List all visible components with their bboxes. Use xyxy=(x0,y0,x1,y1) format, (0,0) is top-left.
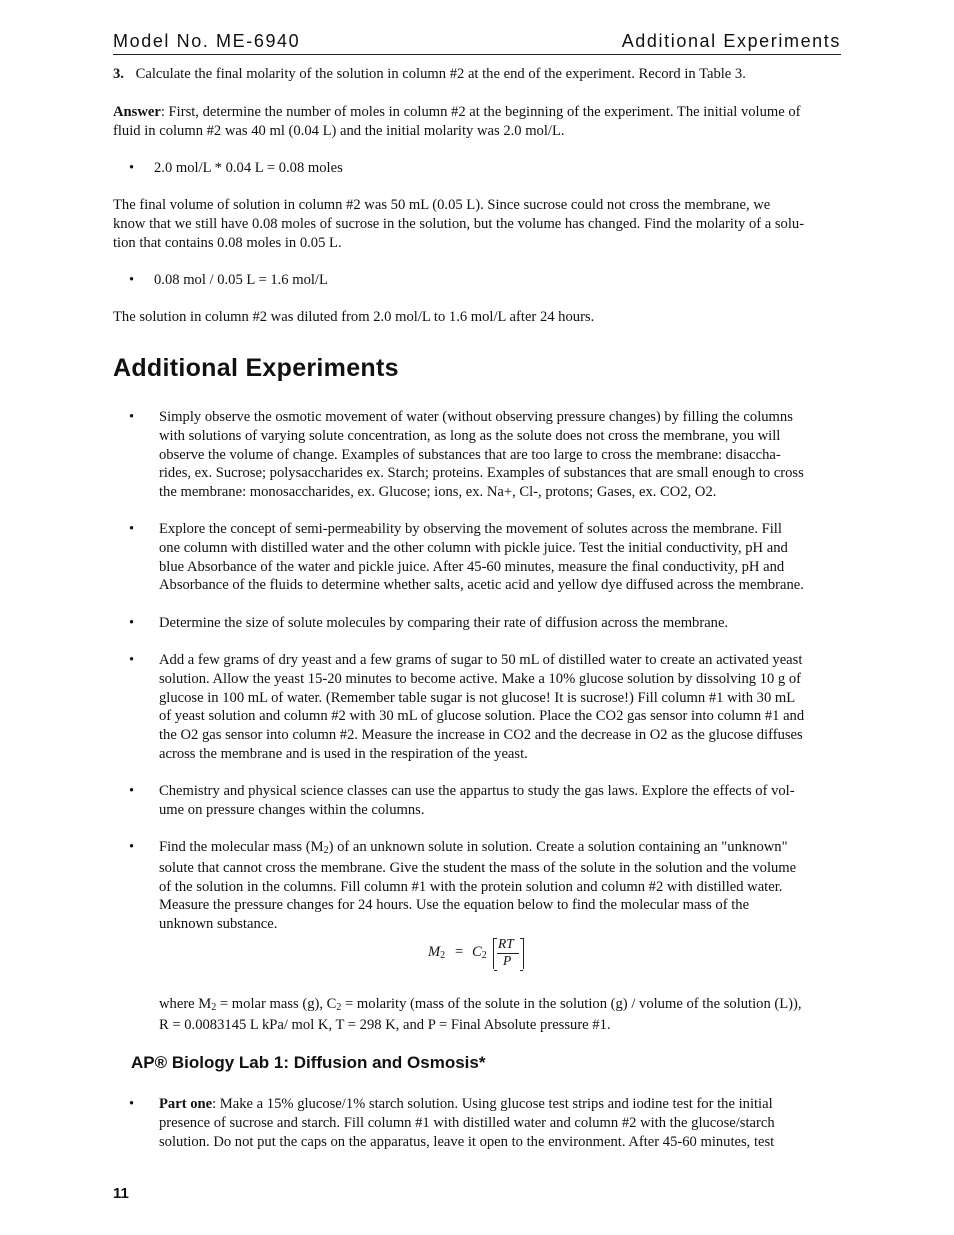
equation-coefficient xyxy=(472,944,487,961)
section-heading: Additional Experiments xyxy=(113,354,399,382)
bullet-dot: • xyxy=(129,521,135,537)
bullet-dot: • xyxy=(129,839,135,855)
answer-line: fluid in column #2 was 40 ml (0.04 L) and the initial molarity was 2.0 mol/L. xyxy=(113,122,565,139)
header-section-title: Additional Experiments xyxy=(621,31,841,51)
paragraph-line: The final volume of solution in column #2 was 50 mL (0.05 L). Since sucrose could not cross the membrane, we xyxy=(113,197,771,213)
item-text: Find the molecular mass (M xyxy=(159,839,324,855)
bullet-dot: • xyxy=(129,652,135,668)
question-number: 3. xyxy=(113,66,124,82)
subscript: 2 xyxy=(481,950,487,961)
question-text: Calculate the final molarity of the solution in column #2 at the end of the experiment. Record in Table 3. xyxy=(135,66,746,82)
definition-text: = molar mass (g), C xyxy=(216,996,337,1012)
bullet-dot: • xyxy=(129,409,135,425)
header-model-number: Model No. ME-6940 xyxy=(113,31,301,51)
bullet-dot: • xyxy=(129,1096,135,1112)
item-line xyxy=(159,1095,843,1114)
item-line: rides, ex. Sucrose; polysaccharides ex. Starch; proteins. Examples of substances that are small enough to cross xyxy=(159,465,804,482)
subscript: 2 xyxy=(336,1002,342,1013)
item-line: of yeast solution and column #2 with 30 mL of glucose solution. Place the CO2 gas sensor into column #1 and xyxy=(159,708,805,725)
item-line: of the solution in the columns. Fill column #1 with the protein solution and column #2 with distilled water. xyxy=(159,878,783,895)
symbol-c: C xyxy=(472,944,482,960)
item-line: glucose in 100 mL of water. (Remember table sugar is not glucose! It is sucrose!) Fill column #1 with 30 mL xyxy=(159,689,796,706)
item-line: with solutions of varying solute concentration, as long as the solute does not cross the membrane, you will xyxy=(159,427,781,444)
page-number: 11 xyxy=(113,1185,129,1202)
item-line: Determine the size of solute molecules by comparing their rate of diffusion across the membrane. xyxy=(159,615,729,631)
symbol-m: M xyxy=(428,944,441,960)
item-text: ) of an unknown solute in solution. Create a solution containing an "unknown" xyxy=(328,839,788,855)
item-line: blue Absorbance of the water and pickle juice. After 45-60 minutes, measure the final conductivity, pH and xyxy=(159,558,785,575)
question-3 xyxy=(113,65,843,84)
item-line: across the membrane and is used in the respiration of the yeast. xyxy=(159,745,528,762)
item-line: solution. Do not put the caps on the apparatus, leave it open to the environment. After 45-60 minutes, test xyxy=(159,1133,775,1150)
bullet-dot: • xyxy=(129,160,135,176)
subscript: 2 xyxy=(323,845,329,856)
fraction-denominator: P xyxy=(503,953,512,968)
definition-text: where M xyxy=(159,996,212,1012)
answer-label: Answer xyxy=(113,104,161,120)
answer-line: : First, determine the number of moles in column #2 at the beginning of the experiment. The initial volume of xyxy=(160,104,801,120)
item-line: the membrane: monosaccharides, ex. Glucose; ions, ex. Na+, Cl-, protons; Gases, ex. CO2, O2. xyxy=(159,484,717,501)
item-line: Simply observe the osmotic movement of water (without observing pressure changes) by filling the columns xyxy=(159,409,793,425)
calculation-text: 0.08 mol / 0.05 L = 1.6 mol/L xyxy=(154,272,328,288)
definition-line xyxy=(159,995,843,1016)
item-line: solute that cannot cross the membrane. Give the student the mass of the solute in the solution and the volume xyxy=(159,859,797,876)
item-line: Measure the pressure changes for 24 hours. Use the equation below to find the molecular mass of the xyxy=(159,897,750,914)
paragraph-line: tion that contains 0.08 moles in 0.05 L. xyxy=(113,234,342,251)
item-line: solution. Allow the yeast 15-20 minutes to become active. Make a 10% glucose solution by dissolving 10 g of xyxy=(159,670,802,687)
final-volume-paragraph xyxy=(113,196,843,252)
answer-paragraph xyxy=(113,103,843,141)
equation-lhs xyxy=(428,944,445,961)
fraction-numerator: RT xyxy=(498,936,514,951)
item-text: : Make a 15% glucose/1% starch solution. Using glucose test strips and iodine test for the initial xyxy=(212,1096,773,1112)
dilution-paragraph: The solution in column #2 was diluted from 2.0 mol/L to 1.6 mol/L after 24 hours. xyxy=(113,309,595,325)
equals-sign: = xyxy=(455,944,464,960)
item-line: Explore the concept of semi-permeability by observing the movement of solutes across the membrane. Fill xyxy=(159,521,782,537)
bullet-dot: • xyxy=(129,783,135,799)
item-line: ume on pressure changes within the columns. xyxy=(159,801,425,818)
calculation-text: 2.0 mol/L * 0.04 L = 0.08 moles xyxy=(154,160,343,176)
item-line: one column with distilled water and the other column with pickle juice. Test the initial conductivity, pH and xyxy=(159,539,788,556)
item-line xyxy=(159,838,843,859)
item-line: observe the volume of change. Examples of substances that are too large to cross the membrane: disaccha- xyxy=(159,446,781,463)
page-header xyxy=(113,30,841,55)
item-line: Chemistry and physical science classes can use the appartus to study the gas laws. Explore the effects of vol- xyxy=(159,783,795,799)
bullet-dot: • xyxy=(129,272,135,288)
molar-mass-equation xyxy=(428,938,538,972)
paragraph-line: know that we still have 0.08 moles of sucrose in the solution, but the volume has changed. Find the molarity of a solu- xyxy=(113,215,805,232)
subsection-heading: AP® Biology Lab 1: Diffusion and Osmosis* xyxy=(131,1053,486,1072)
definition-text: = molarity (mass of the solute in the solution (g) / volume of the solution (L)), xyxy=(341,996,802,1012)
bullet-dot: • xyxy=(129,615,135,631)
subscript: 2 xyxy=(440,950,446,961)
item-line: presence of sucrose and starch. Fill column #1 with distilled water and column #2 with the glucose/starch xyxy=(159,1114,775,1131)
item-line: Add a few grams of dry yeast and a few grams of sugar to 50 mL of distilled water to create an activated yeast xyxy=(159,652,803,668)
subscript: 2 xyxy=(211,1002,217,1013)
part-label: Part one xyxy=(159,1096,213,1112)
definition-line: R = 0.0083145 L kPa/ mol K, T = 298 K, and P = Final Absolute pressure #1. xyxy=(159,1016,611,1033)
item-line: Absorbance of the fluids to determine whether salts, acetic acid and yellow dye diffused across the membrane. xyxy=(159,577,804,594)
item-line: the O2 gas sensor into column #2. Measure the increase in CO2 and the decrease in O2 as the glucose diffuses xyxy=(159,727,803,744)
item-line: unknown substance. xyxy=(159,916,278,933)
